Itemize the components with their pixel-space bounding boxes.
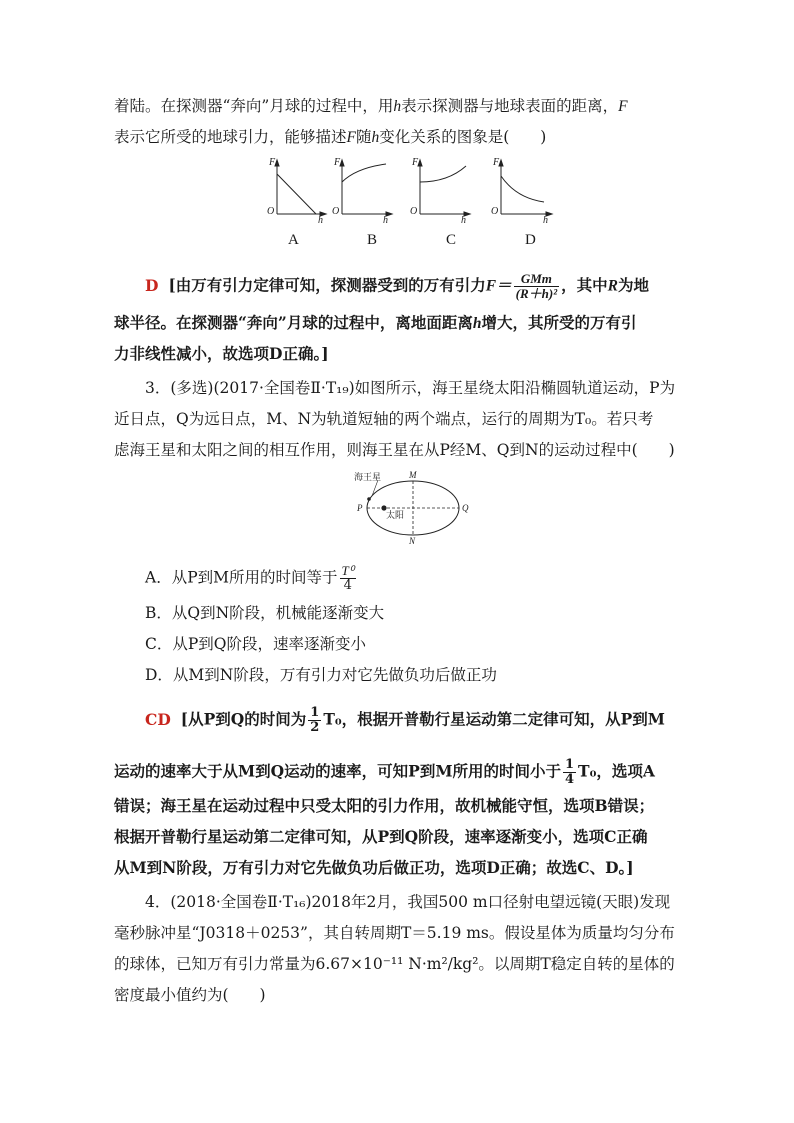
graph-c: [418, 160, 470, 216]
q3-solution-line3: 错误；海王星在运动过程中只受太阳的引力作用，故机械能守恒，选项B错误；: [114, 796, 655, 815]
q3-answer: CD: [145, 709, 171, 729]
q2-stem-line2: 表示它所受的地球引力，能够描述F随h变化关系的图象是( ): [114, 128, 547, 146]
q2-stem-line1: 着陆。在探测器“奔向”月球的过程中，用h表示探测器与地球表面的距离，F: [114, 97, 628, 115]
graph-a-label: A: [288, 232, 299, 248]
graph-c-f-label: F: [412, 157, 419, 168]
q4-stem-line2: 毫秒脉冲星“J0318＋0253”，其自转周期T＝5.19 ms。假设星体为质量均匀分布: [114, 924, 675, 942]
graph-d: [499, 160, 552, 216]
q3-solution-line1: CD [从P到Q的时间为 $\frac{1}{2}$ T₀，根据开普勒行星运动第二定律可知，从P到M: [145, 705, 665, 735]
q4-stem-line1: 4．(2018·全国卷Ⅱ·T₁₆)2018年2月，我国500 m口径射电望远镜(天眼)发现: [145, 893, 671, 911]
q3-option-c: C．从P到Q阶段，速率逐渐变小: [145, 635, 366, 653]
graph-b-o-label: O: [332, 206, 340, 217]
q3-stem-line3: 虑海王星和太阳之间的相互作用，则海王星在从P经M、Q到N的运动过程中( ): [114, 441, 675, 459]
q4-stem-line3: 的球体，已知万有引力常量为6.67×10⁻¹¹ N·m²/kg²。以周期T稳定自转的星体的: [114, 955, 675, 973]
graph-d-h-label: h: [543, 215, 548, 226]
graph-b: [340, 160, 392, 216]
q3-stem-line2: 近日点，Q为远日点，M、N为轨道短轴的两个端点，运行的周期为T₀。若只考: [114, 410, 654, 428]
graph-a-curve: [277, 174, 316, 214]
graph-a-h-label: h: [318, 215, 323, 226]
q3-stem-line1: 3．(多选)(2017·全国卷Ⅱ·T₁₉)如图所示，海王星绕太阳沿椭圆轨道运动，P为: [145, 379, 676, 397]
q2-solution-line2: 球半径。在探测器“奔向”月球的过程中，离地面距离h增大，其所受的万有引: [114, 313, 637, 332]
q2-graphs: [0, 152, 794, 242]
q3-option-a: A．从P到M所用的时间等于 $\frac{\text{T⁰}}{4}$: [145, 563, 354, 593]
graph-c-label: C: [446, 232, 457, 248]
option-a-fraction: $\frac{\text{T⁰}}{4}$: [341, 563, 354, 593]
q3-solution-line5: 从M到N阶段，万有引力对它先做负功后做正功，选项D正确；故选C、D。]: [114, 858, 634, 877]
label-sun: 太阳: [386, 510, 405, 520]
graph-b-h-label: h: [383, 215, 388, 226]
graph-d-f-label: F: [493, 157, 500, 168]
q3-option-b: B．从Q到N阶段，机械能逐渐变大: [145, 604, 385, 622]
graph-b-curve: [342, 164, 386, 182]
label-n: N: [409, 536, 416, 546]
graph-c-curve: [420, 166, 466, 182]
q4-stem-line4: 密度最小值约为( ): [114, 986, 266, 1004]
graph-a: [275, 160, 326, 216]
q3-solution-line2: 运动的速率大于从M到Q运动的速率，可知P到M所用的时间小于 $\frac{1}{4}$ T₀，选项A: [114, 757, 655, 787]
q3-orbit-diagram: [0, 466, 794, 546]
graph-a-o-label: O: [267, 206, 275, 217]
q2-solution-line1: D [由万有引力定律可知，探测器受到的万有引力F＝ $\frac{\text{GMm}}{\text{(R＋h)²}}$ ，其中R为地: [145, 271, 649, 301]
neptune-dot: [367, 497, 371, 501]
graph-d-label: D: [525, 232, 536, 248]
graph-c-h-label: h: [461, 215, 466, 226]
graph-d-o-label: O: [491, 206, 499, 217]
graph-c-o-label: O: [410, 206, 418, 217]
label-neptune: 海王星: [354, 472, 382, 482]
q2-solution-line3: 力非线性减小，故选项D正确。]: [114, 344, 329, 363]
q3-solution-line4: 根据开普勒行星运动第二定律可知，从P到Q阶段，速率逐渐变小，选项C正确: [114, 827, 648, 846]
label-p: P: [357, 503, 363, 513]
graph-a-f-label: F: [269, 157, 276, 168]
q2-answer: D: [145, 275, 159, 295]
label-q: Q: [462, 503, 469, 513]
q2-gravity-fraction: $\frac{\text{GMm}}{\text{(R＋h)²}}$: [515, 271, 558, 301]
graph-d-curve: [501, 176, 544, 202]
q3-option-d: D．从M到N阶段，万有引力对它先做负功后做正功: [145, 666, 497, 684]
graph-b-label: B: [367, 232, 378, 248]
graph-b-f-label: F: [334, 157, 341, 168]
label-m: M: [409, 470, 417, 480]
